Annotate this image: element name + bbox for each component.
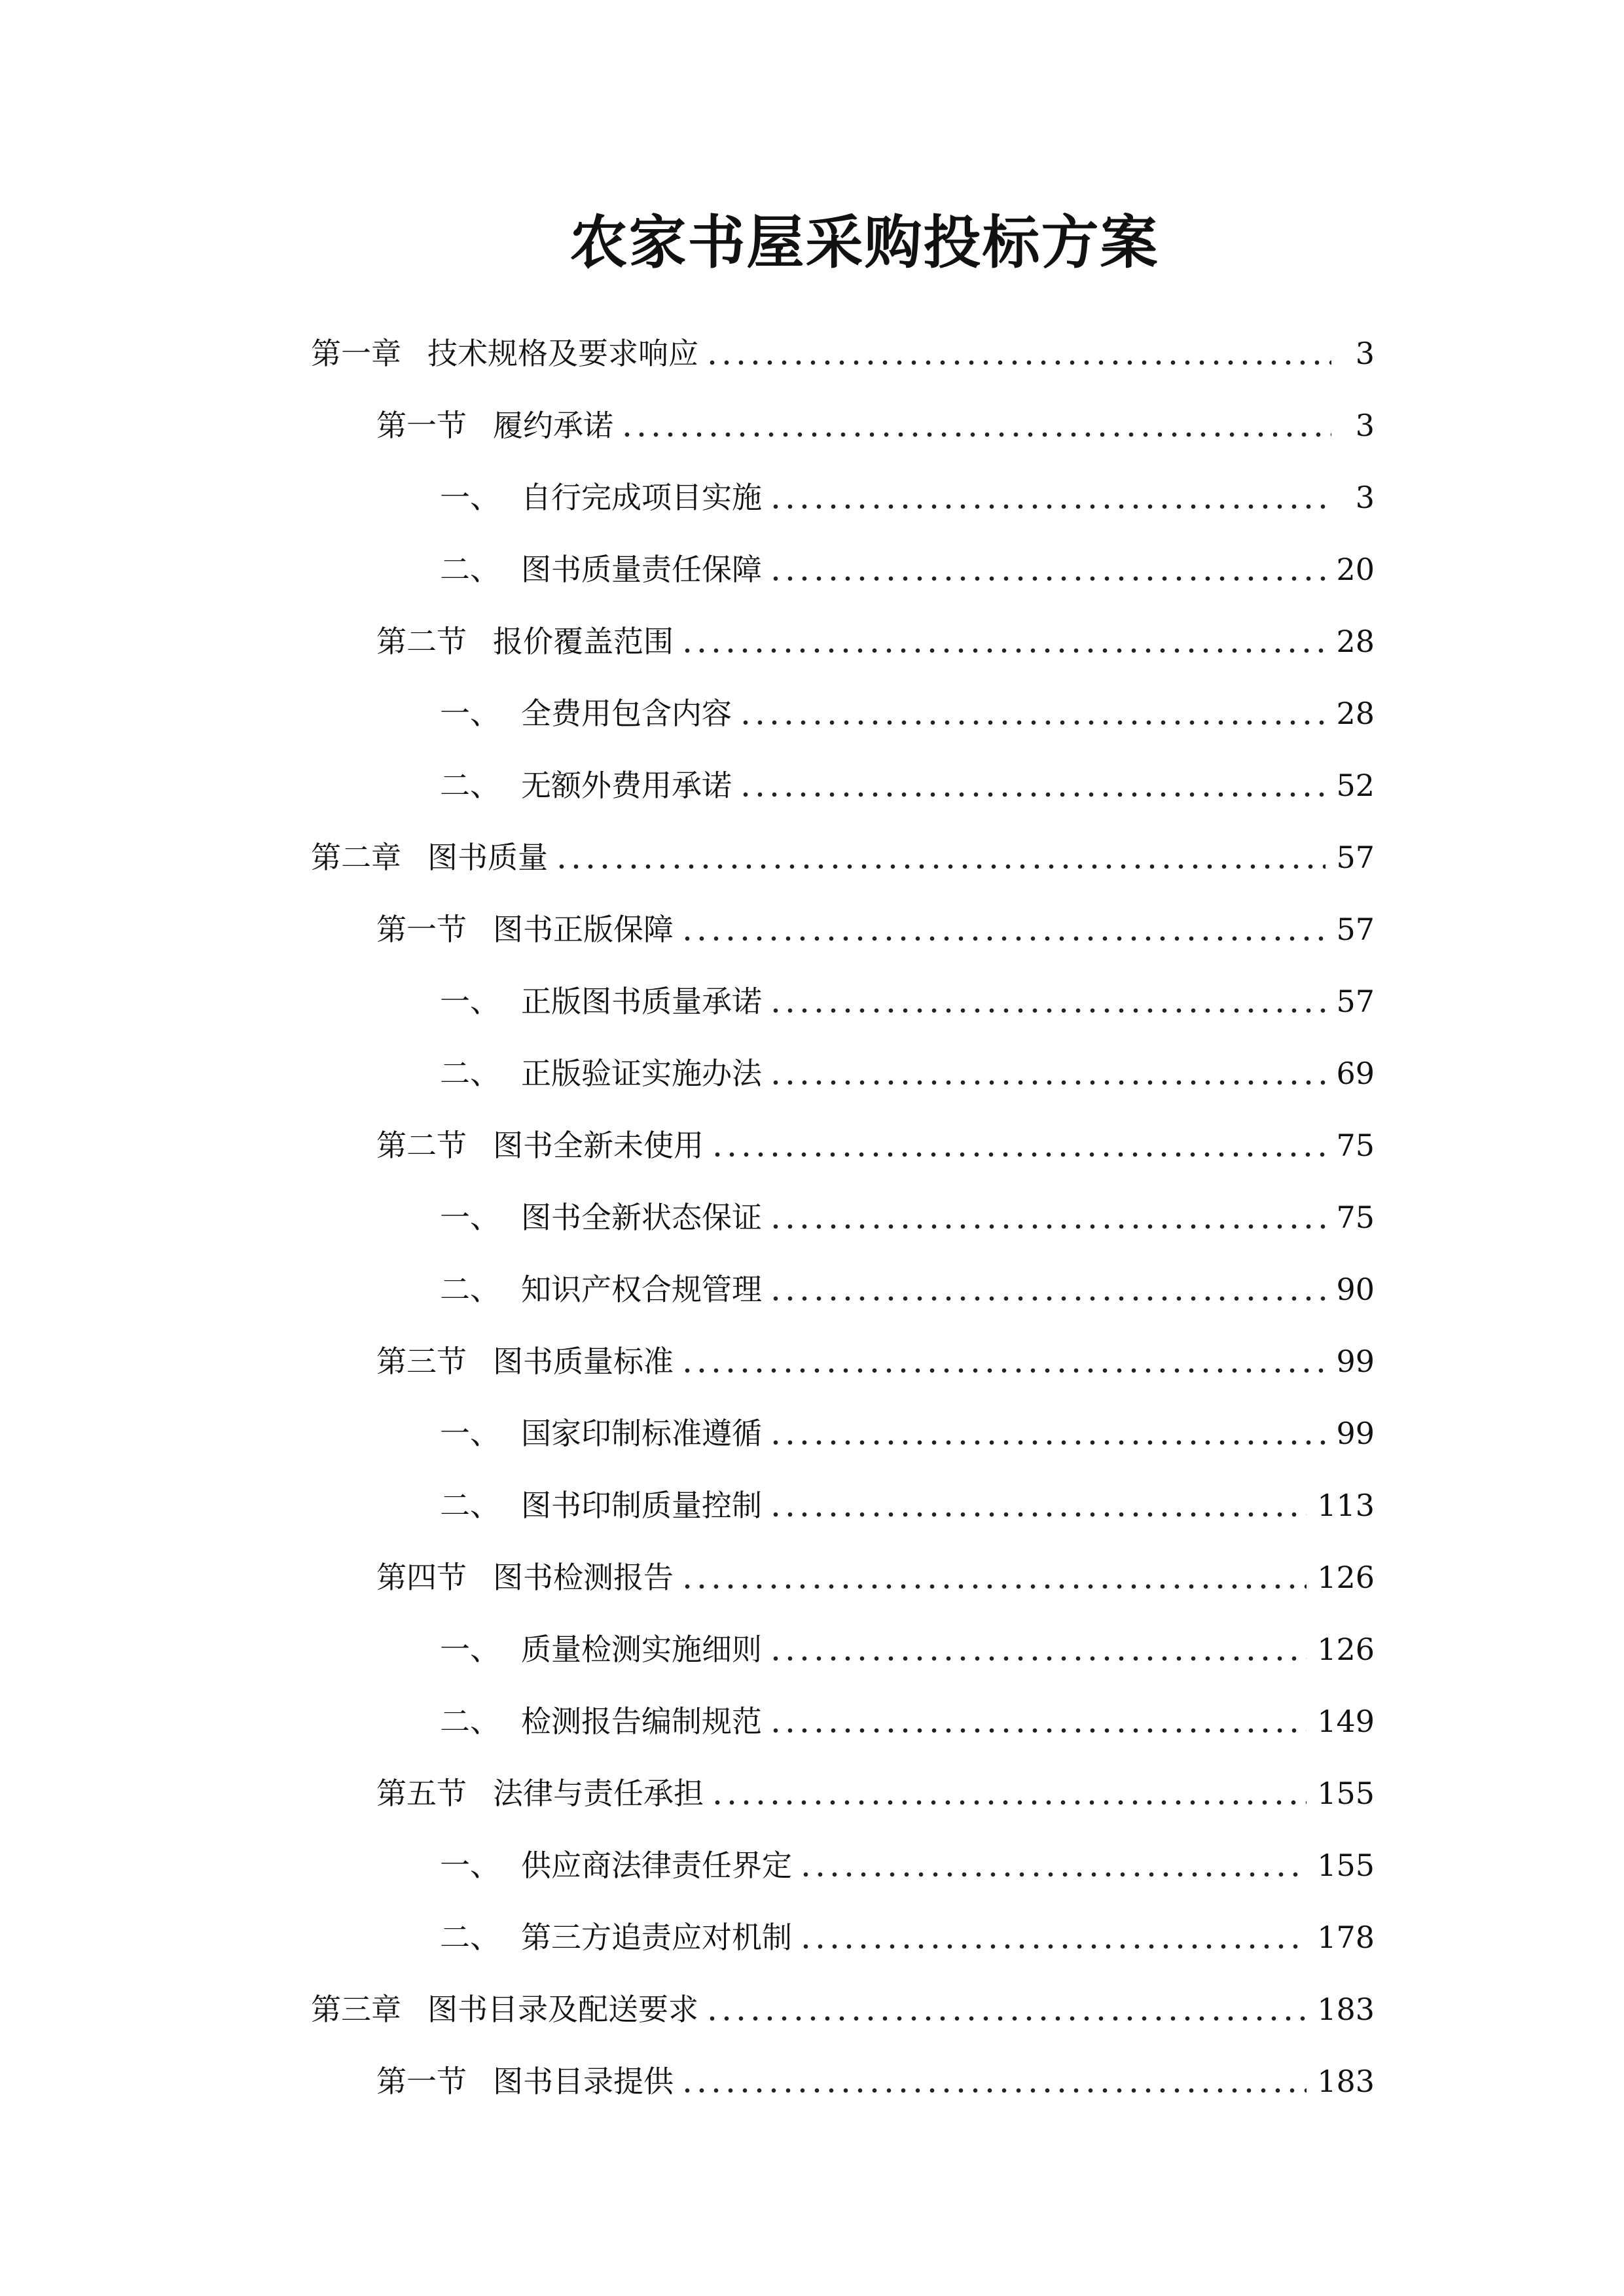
toc-entry[interactable] (440, 1689, 1375, 1741)
toc-entry[interactable] (311, 321, 1375, 373)
toc-page-number: 20 (1336, 552, 1375, 587)
toc-entry-label: 图书质量标准 (493, 1344, 674, 1379)
toc-page-number: 155 (1317, 1776, 1375, 1811)
toc-dot-leader (705, 2012, 1307, 2025)
toc-dot-leader (768, 1292, 1326, 1305)
toc-page-number: 155 (1317, 1848, 1375, 1883)
toc-entry-number: 一、 (440, 1416, 500, 1451)
toc-page-number: 28 (1336, 624, 1375, 659)
toc-dot-leader (768, 1724, 1307, 1737)
toc-page-number: 69 (1336, 1056, 1375, 1091)
toc-page-number: 90 (1336, 1272, 1375, 1307)
toc-entry-label: 图书目录及配送要求 (427, 1992, 698, 2027)
toc-entry-number: 第三节 (376, 1344, 467, 1379)
toc-page-number: 178 (1317, 1920, 1375, 1955)
toc-dot-leader (738, 716, 1326, 729)
toc-dot-leader (768, 1076, 1326, 1089)
toc-page-number: 126 (1317, 1632, 1375, 1667)
toc-dot-leader (738, 788, 1326, 801)
toc-page-number: 183 (1317, 2064, 1375, 2099)
toc-entry-label: 法律与责任承担 (493, 1776, 704, 1811)
toc-entry-number: 第五节 (376, 1776, 467, 1811)
toc-entry[interactable] (376, 1113, 1375, 1165)
toc-dot-leader (768, 1508, 1307, 1521)
toc-entry-number: 第二节 (376, 1128, 467, 1163)
toc-entry-number: 一、 (440, 1848, 500, 1883)
toc-page-number: 149 (1317, 1704, 1375, 1739)
toc-entry-label: 供应商法律责任界定 (521, 1848, 792, 1883)
toc-dot-leader (768, 500, 1331, 513)
toc-entry-label: 质量检测实施细则 (521, 1632, 762, 1667)
toc-entry[interactable] (440, 969, 1375, 1021)
toc-page-number: 113 (1317, 1488, 1375, 1523)
toc-entry-label: 图书质量责任保障 (521, 552, 762, 587)
toc-dot-leader (554, 860, 1326, 873)
toc-entry[interactable] (440, 1473, 1375, 1525)
toc-entry-label: 图书正版保障 (493, 912, 674, 947)
toc-entry-label: 国家印制标准遵循 (521, 1416, 762, 1451)
toc-entry-number: 二、 (440, 1272, 500, 1307)
toc-entry-label: 图书检测报告 (493, 1560, 674, 1595)
toc-entry-number: 第二章 (311, 840, 401, 875)
toc-page-number: 57 (1336, 840, 1375, 875)
toc-entry-label: 履约承诺 (493, 408, 613, 443)
toc-entry[interactable] (440, 681, 1375, 733)
toc-dot-leader (680, 932, 1326, 945)
toc-page-number: 57 (1336, 912, 1375, 947)
toc-entry-label: 图书目录提供 (493, 2064, 674, 2099)
toc-entry-number: 一、 (440, 984, 500, 1019)
toc-entry-number: 第四节 (376, 1560, 467, 1595)
toc-entry[interactable] (440, 1185, 1375, 1237)
toc-entry-number: 第一节 (376, 408, 467, 443)
toc-entry-number: 一、 (440, 1200, 500, 1235)
toc-entry[interactable] (376, 1545, 1375, 1597)
toc-page-number: 52 (1336, 768, 1375, 803)
toc-entry-label: 报价覆盖范围 (493, 624, 674, 659)
toc-entry-number: 二、 (440, 1056, 500, 1091)
toc-dot-leader (620, 428, 1331, 441)
toc-entry-number: 第二节 (376, 624, 467, 659)
toc-entry[interactable] (311, 1977, 1375, 2029)
toc-entry-label: 检测报告编制规范 (521, 1704, 762, 1739)
toc-page-number: 126 (1317, 1560, 1375, 1595)
toc-entry-number: 第一节 (376, 912, 467, 947)
toc-entry-label: 无额外费用承诺 (521, 768, 732, 803)
toc-entry[interactable] (440, 1257, 1375, 1309)
toc-page-number: 183 (1317, 1992, 1375, 2027)
toc-dot-leader (680, 644, 1326, 657)
toc-entry[interactable] (376, 393, 1375, 445)
toc-page-number: 75 (1336, 1200, 1375, 1235)
toc-entry[interactable] (376, 609, 1375, 661)
toc-dot-leader (799, 1940, 1307, 1953)
toc-dot-leader (710, 1796, 1307, 1809)
toc-entry-label: 知识产权合规管理 (521, 1272, 762, 1307)
toc-dot-leader (680, 1364, 1326, 1377)
toc-entry-number: 一、 (440, 1632, 500, 1667)
toc-entry[interactable] (376, 2049, 1375, 2101)
toc-entry-label: 技术规格及要求响应 (427, 336, 698, 371)
toc-dot-leader (710, 1148, 1326, 1161)
toc-entry-number: 第三章 (311, 1992, 401, 2027)
toc-entry[interactable] (440, 1617, 1375, 1669)
toc-page-number: 3 (1355, 408, 1375, 443)
toc-page-number: 99 (1336, 1416, 1375, 1451)
toc-entry-label: 图书全新未使用 (493, 1128, 704, 1163)
toc-entry[interactable] (440, 1041, 1375, 1093)
toc-page-number: 28 (1336, 696, 1375, 731)
toc-page-number: 3 (1355, 336, 1375, 371)
toc-entry-label: 全费用包含内容 (521, 696, 732, 731)
toc-entry[interactable] (376, 1329, 1375, 1381)
toc-entry[interactable] (440, 1401, 1375, 1453)
toc-dot-leader (768, 1436, 1326, 1449)
toc-entry-number: 一、 (440, 480, 500, 515)
toc-entry[interactable] (311, 825, 1375, 877)
toc-entry[interactable] (376, 897, 1375, 949)
toc-dot-leader (680, 2084, 1307, 2097)
toc-entry-number: 第一章 (311, 336, 401, 371)
toc-dot-leader (768, 572, 1326, 585)
toc-page-number: 99 (1336, 1344, 1375, 1379)
document-title: 农家书屋采购投标方案 (569, 208, 1159, 276)
toc-dot-leader (680, 1580, 1307, 1593)
toc-entry-label: 正版验证实施办法 (521, 1056, 762, 1091)
toc-entry-number: 二、 (440, 1704, 500, 1739)
toc-page-number: 3 (1355, 480, 1375, 515)
toc-entry-number: 二、 (440, 552, 500, 587)
toc-entry-number: 一、 (440, 696, 500, 731)
toc-dot-leader (768, 1652, 1307, 1665)
toc-page-number: 57 (1336, 984, 1375, 1019)
toc-entry[interactable] (440, 537, 1375, 589)
toc-entry-label: 图书全新状态保证 (521, 1200, 762, 1235)
toc-entry-label: 自行完成项目实施 (521, 480, 762, 515)
toc-dot-leader (768, 1004, 1326, 1017)
toc-dot-leader (705, 356, 1331, 369)
toc-entry-label: 图书质量 (427, 840, 548, 875)
toc-entry[interactable] (440, 753, 1375, 805)
toc-entry[interactable] (440, 1833, 1375, 1885)
toc-entry-number: 第一节 (376, 2064, 467, 2099)
toc-dot-leader (799, 1868, 1307, 1881)
toc-entry[interactable] (440, 1905, 1375, 1957)
toc-entry-label: 正版图书质量承诺 (521, 984, 762, 1019)
toc-entry-number: 二、 (440, 1920, 500, 1955)
toc-entry[interactable] (440, 465, 1375, 517)
toc-entry-number: 二、 (440, 1488, 500, 1523)
toc-entry-number: 二、 (440, 768, 500, 803)
toc-dot-leader (768, 1220, 1326, 1233)
toc-entry[interactable] (376, 1761, 1375, 1813)
toc-page-number: 75 (1336, 1128, 1375, 1163)
toc-entry-label: 第三方追责应对机制 (521, 1920, 792, 1955)
toc-entry-label: 图书印制质量控制 (521, 1488, 762, 1523)
